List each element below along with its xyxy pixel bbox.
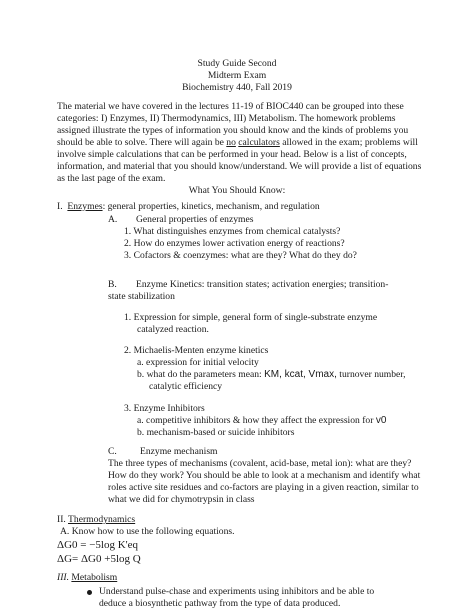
section-1b-title-1: Enzyme Kinetics: transition states; activation energies; transition-	[136, 279, 389, 290]
intro-line-3: assigned illustrate the types of information you should know and the kinds of problems you	[57, 125, 409, 136]
section-1c-line-4: what we did for chymotrypsin in class	[108, 494, 255, 505]
section-3-bullet-line-1: Understand pulse-chase and experiments using inhibitors and be able to	[99, 586, 375, 597]
section-1b-item-3: 3. Enzyme Inhibitors	[124, 403, 205, 414]
guide-title: Study Guide Second	[197, 58, 277, 69]
section-1a-title: General properties of enzymes	[136, 214, 254, 225]
section-1b-item-2a: a. expression for initial velocity	[137, 357, 259, 368]
intro-line-1: The material we have covered in the lectures 11-19 of BIOC440 can be grouped into these	[57, 101, 404, 112]
section-2-heading: II. Thermodynamics	[57, 514, 136, 525]
bullet-dot	[87, 590, 92, 595]
section-1c-line-2: How do they work? You should be able to look at a mechanism and identify what	[108, 470, 421, 481]
course-title: Biochemistry 440, Fall 2019	[182, 82, 292, 93]
section-1c-line-3: roles active site residues and co-factors are playing in a given reaction, similar to	[108, 482, 419, 493]
intro-line-7: as the last page of the exam.	[57, 173, 166, 184]
v0-symbol: v0	[375, 415, 387, 426]
section-3-bullet-line-2: deduce a biosynthetic pathway from the type of data produced.	[99, 598, 341, 609]
section-1b-letter: B.	[108, 279, 117, 290]
exam-title: Midterm Exam	[207, 70, 267, 81]
section-1b-item-1-line-1: 1. Expression for simple, general form of single-substrate enzyme	[124, 312, 378, 323]
equation-2: ΔG= ΔG0 +5log Q	[57, 553, 141, 565]
equation-1: ΔG0 = −5log K'eq	[57, 539, 139, 551]
intro-line-2: categories: I) Enzymes, II) Thermodynamics, III) Metabolism. The homework problems	[57, 113, 396, 124]
calculators-word: calculators	[238, 137, 280, 148]
intro-line-4: should be able to solve. There will again be no calculators allowed in the exam; problems will	[57, 137, 418, 148]
section-1a-item-1: 1. What distinguishes enzymes from chemical catalysts?	[124, 226, 341, 237]
section-1b-item-2b-line-2: catalytic efficiency	[149, 381, 223, 392]
know-heading: What You Should Know:	[188, 185, 286, 196]
section-1c-letter: C.	[108, 446, 117, 457]
intro-line-5: involve simple calculations that can be performed in your head. Below is a list of concepts,	[57, 149, 407, 160]
intro-line-6: information, and material that you should know/understand. We will provide a list of equations	[57, 161, 422, 172]
no-word: no	[226, 137, 236, 148]
section-1-heading: I. Enzymes: general properties, kinetics, mechanism, and regulation	[57, 201, 320, 212]
section-1b-item-2: 2. Michaelis-Menten enzyme kinetics	[124, 345, 269, 356]
section-1a-letter: A.	[108, 214, 118, 225]
section-1b-title-2: state stabilization	[108, 291, 175, 302]
section-1b-item-1-line-2: catalyzed reaction.	[137, 324, 209, 335]
section-1b-item-3a: a. competitive inhibitors & how they affect the expression for v0	[137, 415, 387, 426]
section-1c-line-1: The three types of mechanisms (covalent, acid-base, metal ion): what are they?	[108, 458, 412, 469]
section-2a: A. Know how to use the following equations.	[60, 526, 235, 537]
section-1a-item-2: 2. How do enzymes lower activation energy of reactions?	[124, 238, 345, 249]
kinetic-parameters: KM, kcat, Vmax,	[264, 369, 337, 380]
section-1a-item-3: 3. Cofactors & coenzymes: what are they? What do they do?	[124, 250, 357, 261]
section-3-heading: III. Metabolism	[57, 572, 118, 583]
section-1b-item-3b: b. mechanism-based or suicide inhibitors	[137, 427, 295, 438]
section-1b-item-2b: b. what do the parameters mean: KM, kcat, Vmax, turnover number,	[137, 369, 406, 380]
section-1c-title: Enzyme mechanism	[140, 446, 218, 457]
